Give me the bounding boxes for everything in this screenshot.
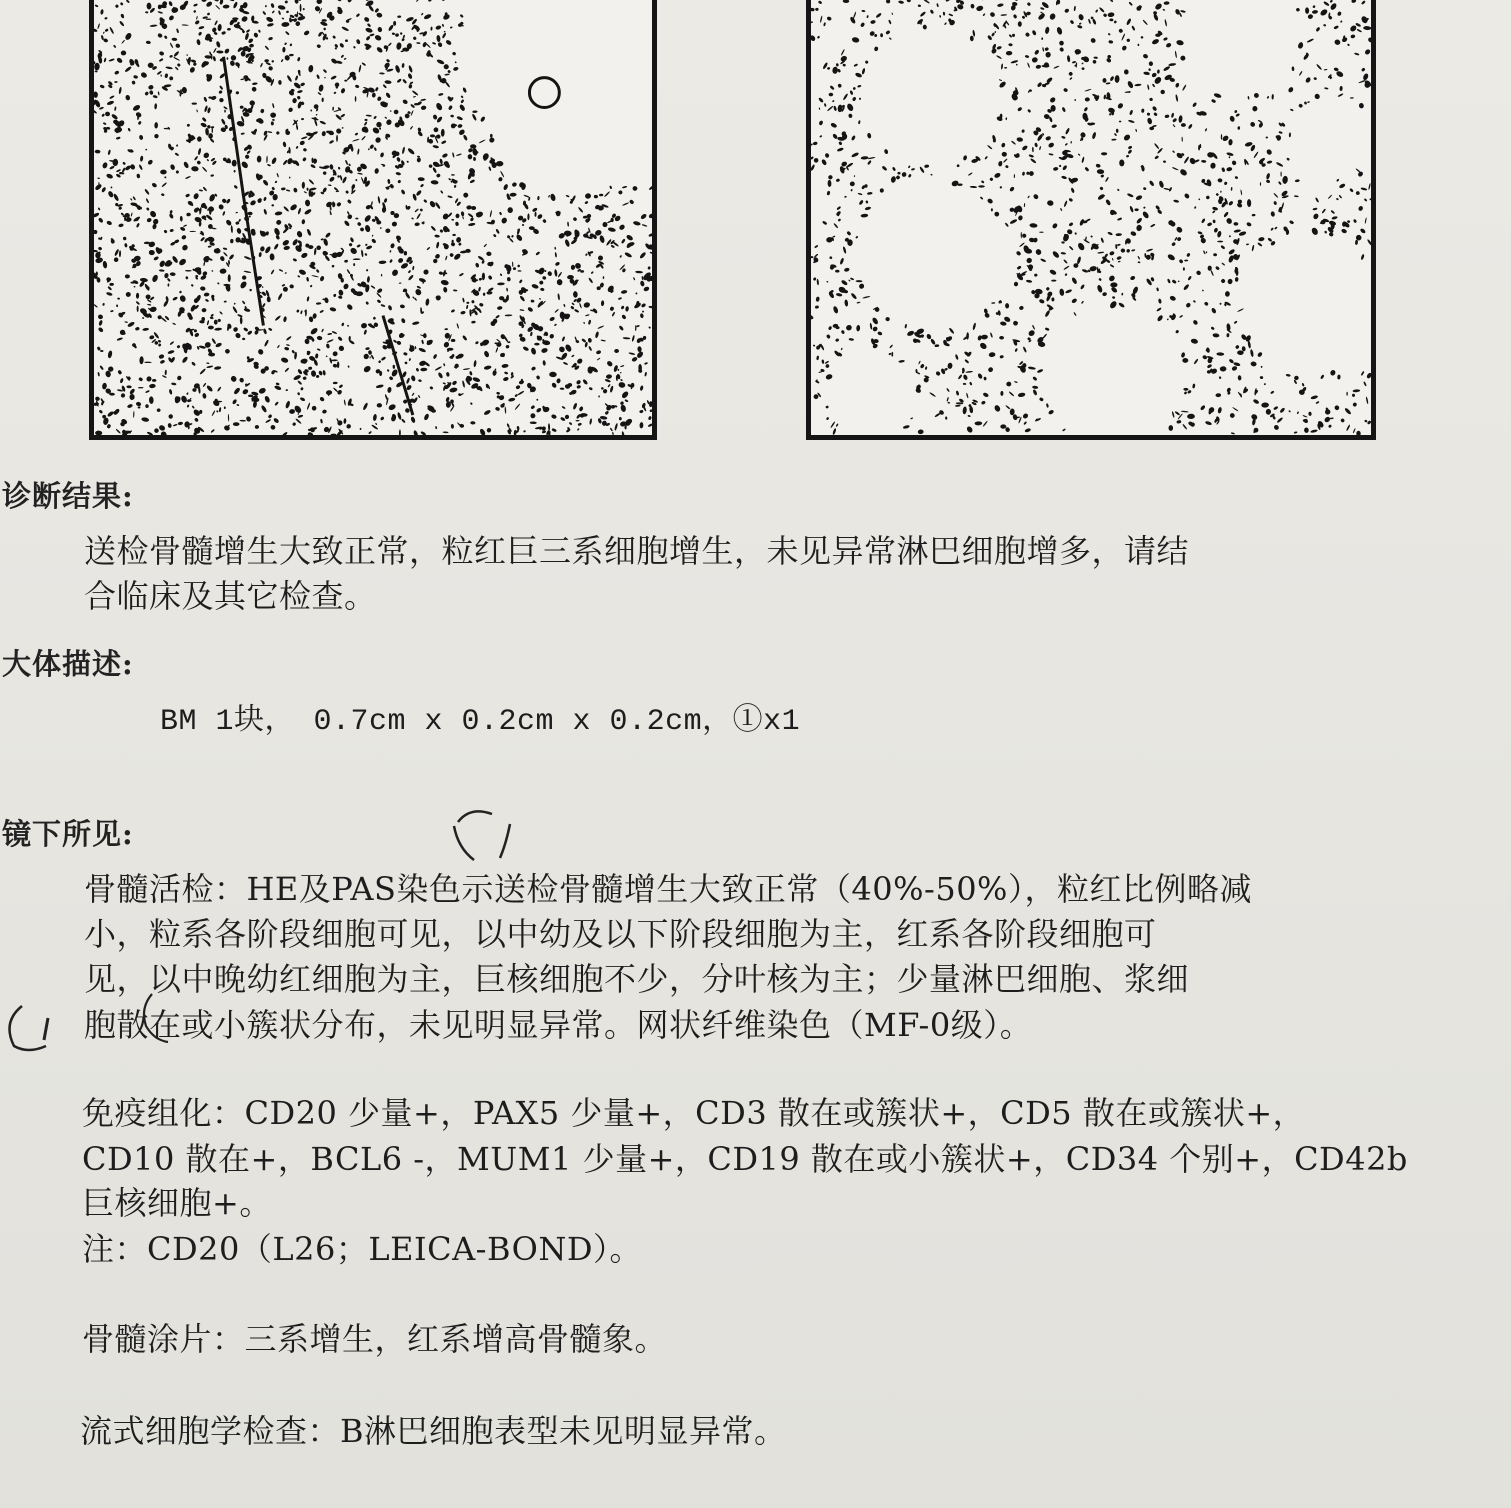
- biopsy-line: 骨髓活检：HE及PAS染色示送检骨髓增生大致正常（40%-50%），粒红比例略减: [84, 870, 1252, 908]
- micrograph-right: [806, 0, 1376, 440]
- micrograph-left: [89, 0, 657, 440]
- flow-cytometry-result: 流式细胞学检查：B淋巴细胞表型未见明显异常。: [80, 1412, 787, 1450]
- ihc-line: 免疫组化：CD20 少量+，PAX5 少量+，CD3 散在或簇状+，CD5 散在或簇状+，: [82, 1094, 1306, 1132]
- microscopic-heading: 镜下所见:: [2, 817, 134, 851]
- handwritten-bracket-mark: [440, 800, 530, 870]
- handwritten-margin-mark: [0, 988, 70, 1058]
- ihc-line: 巨核细胞+。: [82, 1184, 272, 1222]
- gross-description: BM 1块， 0.7cm x 0.2cm x 0.2cm，①x1: [160, 705, 801, 739]
- ihc-note: 注：CD20（L26；LEICA-BOND）。: [82, 1230, 642, 1268]
- biopsy-line: 见，以中晚幼红细胞为主，巨核细胞不少，分叶核为主；少量淋巴细胞、浆细: [84, 960, 1190, 998]
- diagnosis-line: 合临床及其它检查。: [84, 577, 377, 615]
- diagnosis-line: 送检骨髓增生大致正常，粒红巨三系细胞增生，未见异常淋巴细胞增多，请结: [84, 532, 1190, 570]
- biopsy-line: 小，粒系各阶段细胞可见，以中幼及以下阶段细胞为主，红系各阶段细胞可: [84, 915, 1157, 953]
- ihc-line: CD10 散在+，BCL6 -，MUM1 少量+，CD19 散在或小簇状+，CD34 个别+，CD42b: [82, 1140, 1408, 1178]
- smear-result: 骨髓涂片：三系增生，红系增高骨髓象。: [82, 1320, 668, 1358]
- gross-heading: 大体描述:: [2, 647, 134, 681]
- diagnosis-heading: 诊断结果:: [2, 479, 134, 513]
- biopsy-line: 胞散在或小簇状分布，未见明显异常。网状纤维染色（MF-0级）。: [84, 1006, 1033, 1044]
